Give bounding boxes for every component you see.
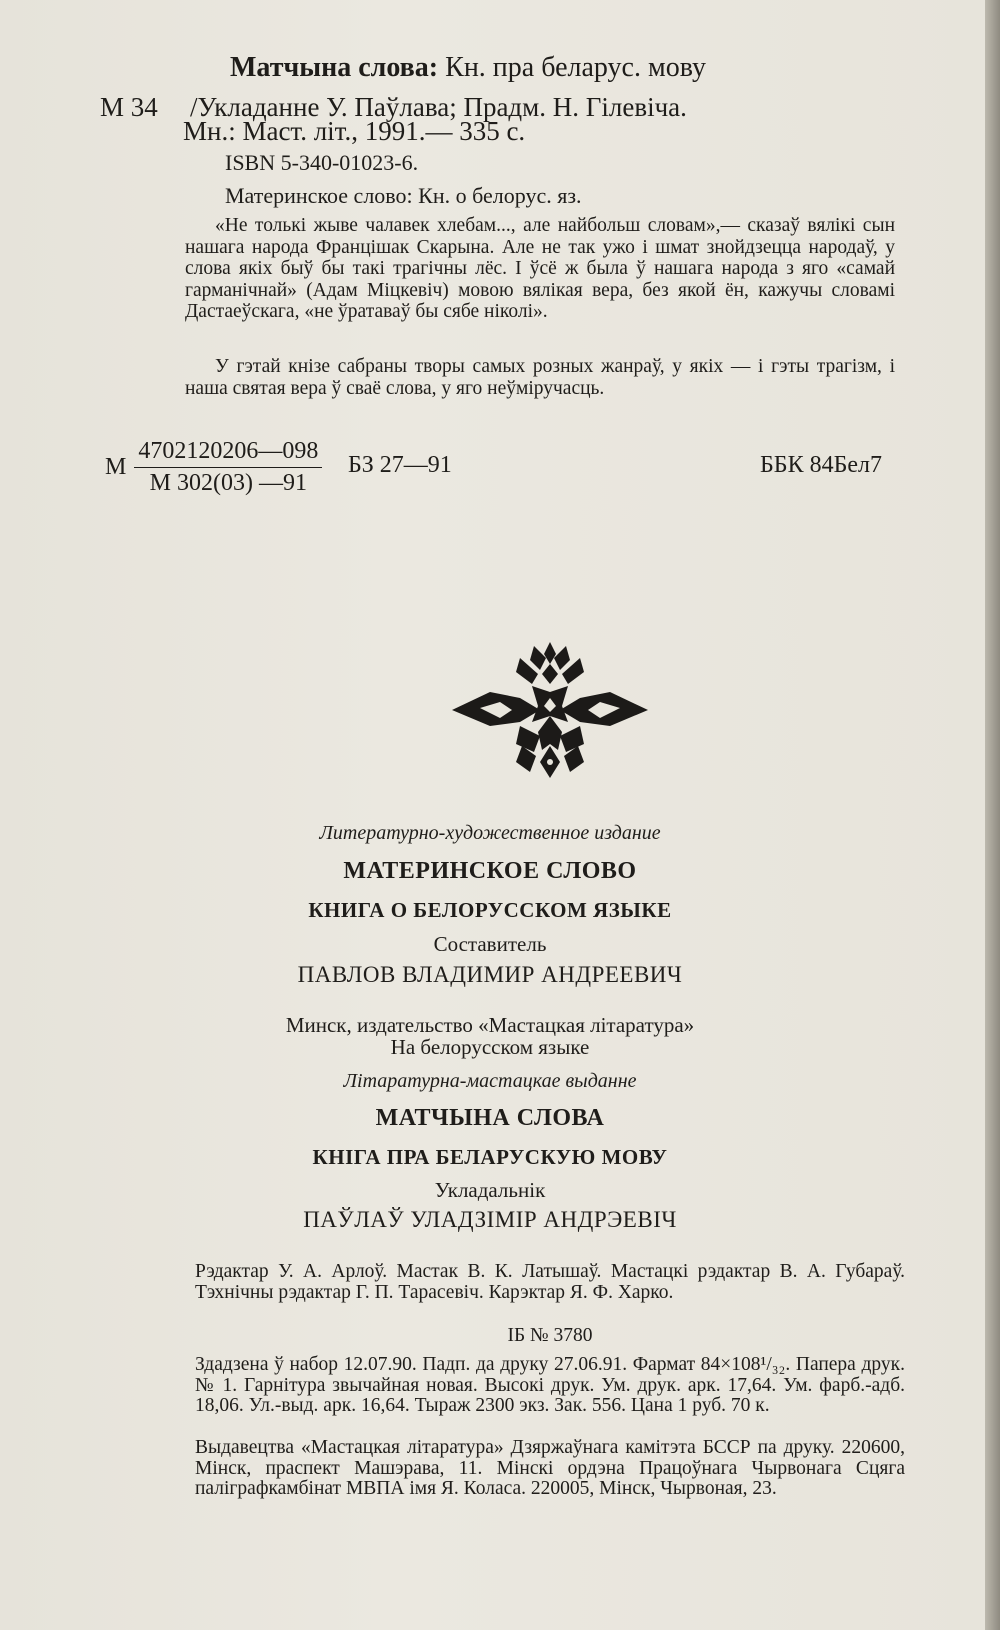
ib-number: ІБ № 3780 (507, 1325, 593, 1346)
catalog-fraction (105, 438, 322, 497)
colophon-ib (195, 1326, 905, 1347)
annotation (185, 215, 895, 323)
by-compiler-name: ПАЎЛАЎ УЛАДЗІМІР АНДРЭЕВІЧ (303, 1207, 677, 1232)
fraction-numerator: 4702120206—098 (134, 438, 322, 468)
ru-genre: Литературно-художественное издание (319, 822, 661, 844)
by-genre: Літаратурна-мастацкае выданне (343, 1070, 637, 1092)
publisher-details: Выдавецтва «Мастацкая літаратура» Дзяржаўнага камітэта БССР па друку. 220600, Мінск, праспект Машэрава, 11. Мінскі ордэна Працоўнага Чырвонага Сцяга паліграфкамбінат МВПА імя Я. Коласа. 220005, Мінск, Чырвоная, 23. (195, 1437, 905, 1499)
bz-code: БЗ 27—91 (348, 452, 452, 478)
printing-details: Здадзена ў набор 12.07.90. Падп. да друку 27.06.91. Фармат 84×108¹/₃₂. Папера друк. № 1. Гарнітура звычайная новая. Высокі друк. Ум. друк. арк. 17,64. Ум. фарб.-адб. 18,06. Ул.-выд. арк. 16,64. Тыраж 2300 экз. Зак. 556. Цана 1 руб. 70 к. (195, 1354, 905, 1416)
ru-compiler-label: Составитель (433, 932, 547, 956)
annotation-paragraph-1: «Не толькі жыве чалавек хлебам..., але найбольш словам»,— сказаў вялікі сын нашага народа Францішак Скарына. Але не так ужо і шмат знойдзецца народаў, у слова якіх быў бы такі трагічны лёс. І ўсё ж была ў нашага народа з яго «самай гарманічнай» (Адам Міцкевіч) мовою вялікая вера, без якой ён, кажучы словамі Дастаеўскага, «не ўратаваў бы сябе ніколі». (185, 215, 895, 322)
russian-parallel-title: Материнское слово: Кн. о белорус. яз. (225, 183, 582, 208)
ru-book-subtitle: КНИГА О БЕЛОРУССКОМ ЯЗЫКЕ (308, 898, 672, 922)
colophon-printing (195, 1355, 905, 1417)
fraction-prefix: М (105, 454, 127, 480)
ru-publisher: Минск, издательство «Мастацкая літаратура» (285, 1013, 695, 1037)
editors-text: Рэдактар У. А. Арлоў. Мастак В. К. Латышаў. Мастацкі рэдактар В. А. Губараў. Тэхнічны рэдактар Г. П. Тарасевіч. Карэктар Я. Ф. Харко. (195, 1261, 905, 1303)
folk-ornament-icon (450, 640, 650, 780)
colophon-publisher (195, 1438, 905, 1500)
ru-book-title: МАТЕРИНСКОЕ СЛОВО (343, 858, 637, 884)
by-book-title: МАТЧЫНА СЛОВА (375, 1105, 605, 1131)
annotation-2 (185, 356, 895, 399)
title-bold: Матчына слова: (230, 52, 439, 83)
title-rest: Кн. пра беларус. мову (445, 52, 706, 83)
fraction-denominator: М 302(03) —91 (149, 470, 307, 496)
by-book-subtitle: КНІГА ПРА БЕЛАРУСКУЮ МОВУ (312, 1145, 668, 1169)
isbn: ISBN 5-340-01023-6. (225, 150, 419, 175)
bibliographic-title (230, 52, 706, 84)
book-spine-shadow (985, 0, 1000, 1630)
bibliographic-credits: /Укладанне У. Паўлава; Прадм. Н. Гілевіча. (190, 92, 687, 122)
classification-code: М 34 (100, 92, 158, 122)
bbk-code: ББК 84Бел7 (760, 452, 882, 478)
by-compiler-label: Укладальнік (434, 1178, 546, 1202)
annotation-paragraph-2: У гэтай кнізе сабраны творы самых розных жанраў, у якіх — і гэты трагізм, і наша святая вера ў сваё слова, у яго неўміручасць. (185, 356, 895, 399)
ru-language-note: На белорусском языке (390, 1035, 590, 1059)
ru-compiler-name: ПАВЛОВ ВЛАДИМИР АНДРЕЕВИЧ (297, 962, 683, 987)
bibliographic-imprint: Мн.: Маст. літ., 1991.— 335 с. (183, 116, 526, 146)
colophon-editors (195, 1262, 905, 1303)
